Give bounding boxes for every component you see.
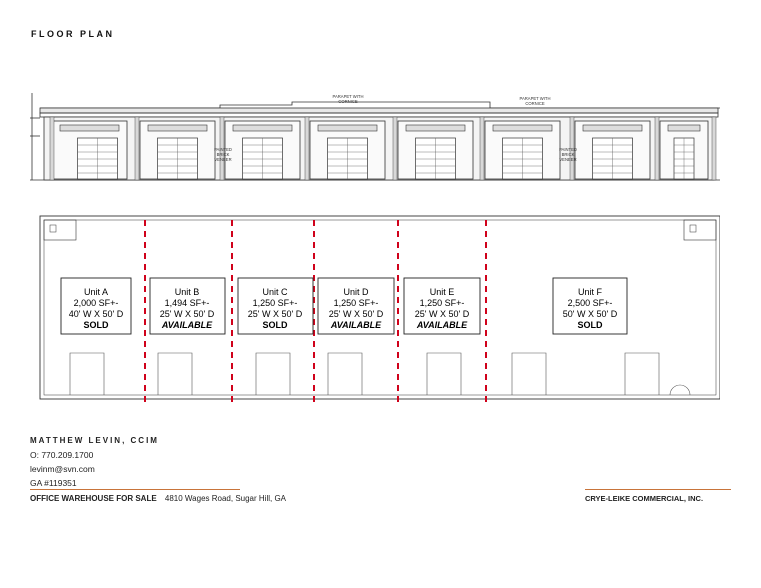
unit-name: Unit E	[429, 287, 455, 297]
agent-phone[interactable]: O: 770.209.1700	[30, 450, 94, 460]
floor-plan	[30, 206, 720, 406]
agent-name: MATTHEW LEVIN, CCIM	[30, 436, 159, 445]
listing-address: 4810 Wages Road, Sugar Hill, GA	[164, 494, 287, 503]
brick-note-1-line-1: PAINTED	[214, 147, 232, 152]
unit-status: SOLD	[577, 320, 603, 330]
unit-dims: 25' W X 50' D	[328, 309, 384, 319]
unit-status: SOLD	[262, 320, 288, 330]
unit-area: 2,500 SF+-	[567, 298, 613, 308]
unit-dims: 25' W X 50' D	[414, 309, 470, 319]
unit-box-c	[238, 278, 313, 334]
agent-email[interactable]: levinm@svn.com	[30, 464, 95, 474]
unit-box-d	[318, 278, 394, 334]
brick-note-1-line-2: BRICK	[216, 152, 230, 157]
unit-name: Unit A	[83, 287, 109, 297]
brick-note-2-line-3: VENEER	[559, 157, 577, 162]
brokerage-name: CRYE-LEIKE COMMERCIAL, INC.	[585, 494, 704, 503]
brick-note-2-line-1: PAINTED	[559, 147, 577, 152]
brick-note-1-line-3: VENEER	[214, 157, 232, 162]
unit-area: 1,494 SF+-	[164, 298, 210, 308]
parapet-note-2-line-2: CORNICE	[525, 101, 545, 106]
brick-note-2-line-2: BRICK	[561, 152, 575, 157]
unit-area: 2,000 SF+-	[73, 298, 119, 308]
unit-status: AVAILABLE	[330, 320, 382, 330]
unit-name: Unit C	[262, 287, 288, 297]
unit-name: Unit B	[174, 287, 200, 297]
parapet-note-2-line-1: PARAPET WITH	[519, 96, 551, 101]
accent-rule-right	[585, 489, 731, 490]
listing-label: OFFICE WAREHOUSE FOR SALE	[30, 494, 157, 503]
unit-box-b	[150, 278, 225, 334]
agent-license: GA #119351	[30, 478, 77, 488]
parapet-note-1-line-1: PARAPET WITH	[332, 94, 364, 99]
unit-name: Unit D	[343, 287, 369, 297]
unit-dims: 25' W X 50' D	[247, 309, 303, 319]
unit-box-a	[61, 278, 131, 334]
unit-box-e	[404, 278, 480, 334]
unit-name: Unit F	[577, 287, 603, 297]
contact-block	[30, 434, 159, 490]
page-title: FLOOR PLAN	[31, 29, 115, 39]
unit-area: 1,250 SF+-	[333, 298, 379, 308]
accent-rule-left	[30, 489, 240, 490]
unit-area: 1,250 SF+-	[252, 298, 298, 308]
unit-box-f	[553, 278, 627, 334]
unit-dims: 25' W X 50' D	[159, 309, 215, 319]
unit-status: AVAILABLE	[416, 320, 468, 330]
building-elevation	[30, 88, 720, 188]
unit-status: SOLD	[83, 320, 109, 330]
listing-footer	[30, 494, 286, 503]
unit-dims: 50' W X 50' D	[562, 309, 618, 319]
unit-dims: 40' W X 50' D	[68, 309, 124, 319]
unit-area: 1,250 SF+-	[419, 298, 465, 308]
parapet-note-1-line-2: CORNICE	[338, 99, 358, 104]
unit-status: AVAILABLE	[161, 320, 213, 330]
